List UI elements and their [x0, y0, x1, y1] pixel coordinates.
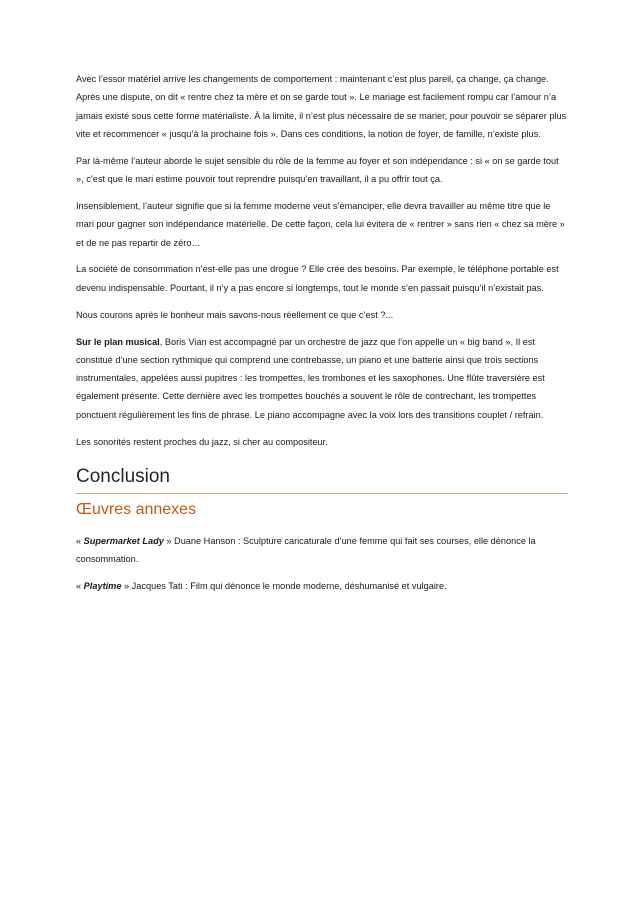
conclusion-heading: Conclusion	[76, 465, 568, 494]
paragraph-happiness: Nous courons après le bonheur mais savons-nous réellement ce que c’est ?...	[76, 309, 394, 320]
work-description: » Jacques Tati : Film qui dénonce le monde moderne, déshumanisé et vulgaire.	[121, 581, 447, 592]
paragraph-closing: Les sonorités restent proches du jazz, si cher au compositeur.	[76, 436, 328, 447]
paragraph-emancipation: Insensiblement, l’auteur signifie que si la femme moderne veut s’émanciper, elle devra travailler au même titre que le mari pour gagner son indépendance matérielle. De cette façon, cela lui évitera de « rentrer » sans rien « chez sa mère » et de ne pas repartir de zéro…	[76, 200, 565, 248]
paragraph-consumer-society: La société de consommation n’est-elle pas une drogue ? Elle crée des besoins. Par exemple, le téléphone portable est devenu indispensable. Pourtant, il n’y a pas encore si longtemps, tout le monde s’en passait puisqu’il n’existait pas.	[76, 264, 559, 293]
work-open-quote: «	[76, 581, 84, 592]
document-page	[76, 70, 568, 604]
work-title: Supermarket Lady	[83, 535, 164, 546]
musical-lead: Sur le plan musical	[76, 336, 160, 347]
paragraph-materialism: Avec l’essor matériel arrive les changements de comportement : maintenant c’est plus pareil, ça change, ça change. Après une dispute, on dit « rentre chez ta mère et on se garde tout ». Le mariage est facilement rompu car l’amour n’a jamais existé sous cette forme matérialiste. À la limite, il n’est plus nécessaire de se marier, pour pouvoir se séparer plus vite et recommencer « jusqu’à la prochaine fois ». Dans ces conditions, la notion de foyer, de famille, n’existe plus.	[76, 74, 567, 139]
related-works-heading: Œuvres annexes	[76, 500, 197, 518]
paragraph-musical	[76, 333, 568, 424]
paragraph-woman-role: Par là-même l’auteur aborde le sujet sensible du rôle de la femme au foyer et son indépendance : si « on se garde tout », c’est que le mari estime pouvoir tout reprendre puisqu’en travaillant, il a pu offrir tout ça.	[76, 155, 559, 185]
work-open-quote: «	[76, 535, 84, 546]
work-title: Playtime	[83, 581, 122, 592]
work-supermarket-lady	[76, 532, 568, 569]
musical-text: , Boris Vian est accompagné par un orchestre de jazz que l’on appelle un « big band ». Il est constitué d’une section rythmique qui comprend une contrebasse, un piano et une batterie ainsi que trois sections instrumentales, appelées aussi pupitres : les trompettes, les trombones et les saxophones. Une flûte traversière est également présente. Cette dernière avec les trompettes bouchés a souvent le rôle de contrechant, les trompettes ponctuent régulièrement les fins de phrase. Le piano accompagne avec la voix lors des transitions couplet / refrain.	[76, 336, 545, 420]
work-playtime	[76, 577, 568, 595]
work-description: » Duane Hanson : Sculpture caricaturale d’une femme qui fait ses courses, elle dénonce la consommation.	[76, 535, 536, 565]
